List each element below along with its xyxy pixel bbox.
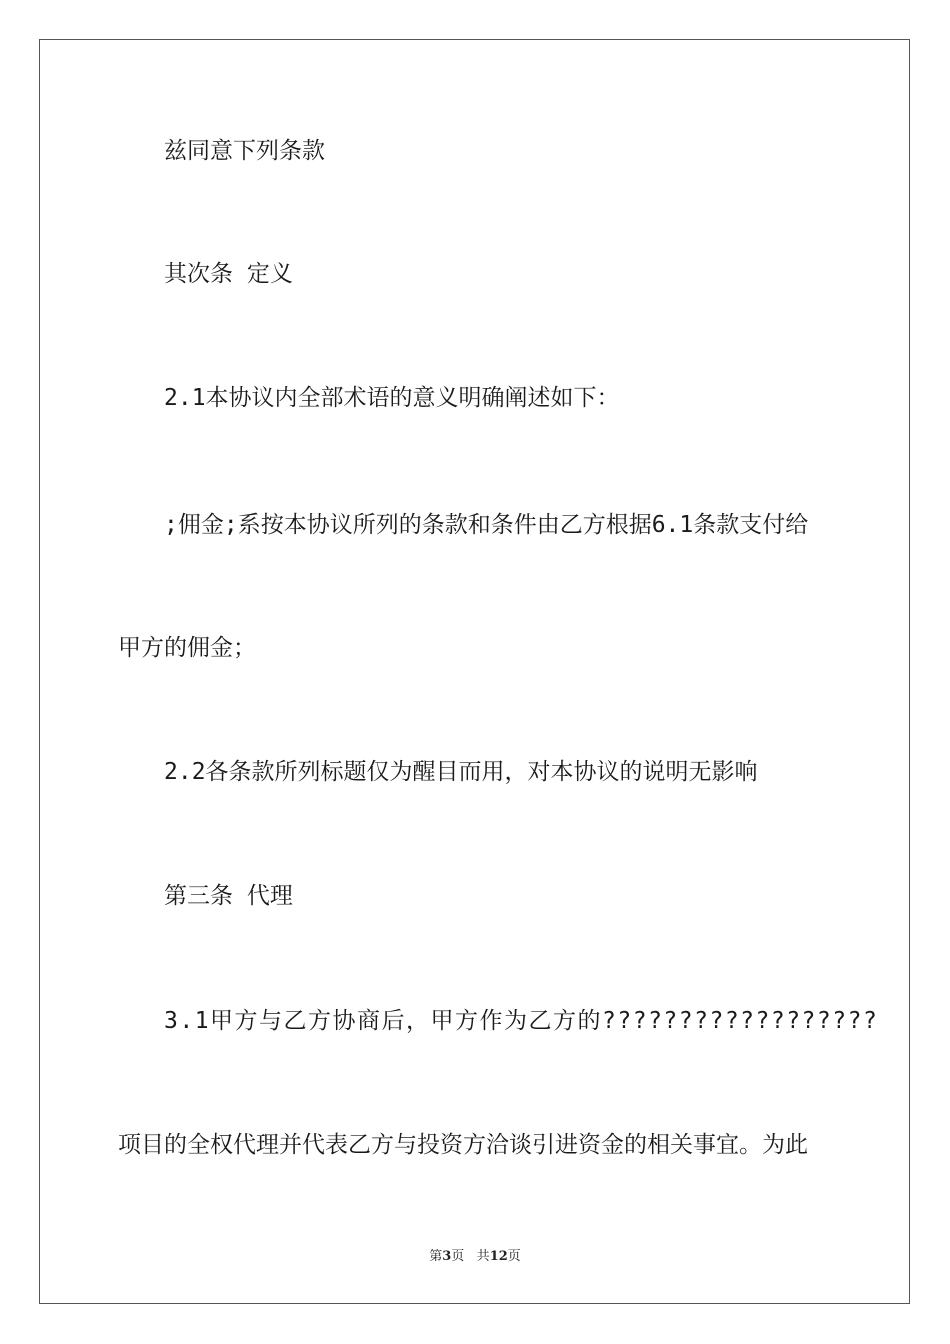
text-line-1: 兹同意下列条款 xyxy=(164,138,325,164)
footer-page-prefix: 第 xyxy=(429,1249,443,1264)
text-line-2-1: 2.1本协议内全部术语的意义明确阐述如下： xyxy=(164,385,620,411)
page-border xyxy=(39,39,910,1304)
footer-total-suffix: 页 xyxy=(507,1249,521,1264)
text-line-commission-definition: ;佣金;系按本协议所列的条款和条件由乙方根据6.1条款支付给 xyxy=(164,512,809,538)
page-footer xyxy=(0,1248,950,1266)
footer-page-number: 3 xyxy=(442,1249,452,1264)
footer-total-prefix: 共 xyxy=(476,1249,490,1264)
text-line-2-2: 2.2各条款所列标题仅为醒目而用，对本协议的说明无影响 xyxy=(164,759,758,785)
text-line-section-2-heading: 其次条 定义 xyxy=(164,261,293,287)
text-line-section-3-heading: 第三条 代理 xyxy=(164,883,293,909)
footer-page-suffix: 页 xyxy=(451,1249,465,1264)
text-line-commission-continued: 甲方的佣金； xyxy=(118,635,256,661)
text-line-3-1: 3.1甲方与乙方协商后，甲方作为乙方的?????????????????? xyxy=(164,1008,879,1034)
footer-total-pages: 12 xyxy=(489,1249,508,1264)
text-line-3-1-continued: 项目的全权代理并代表乙方与投资方洽谈引进资金的相关事宜。为此 xyxy=(118,1132,808,1158)
